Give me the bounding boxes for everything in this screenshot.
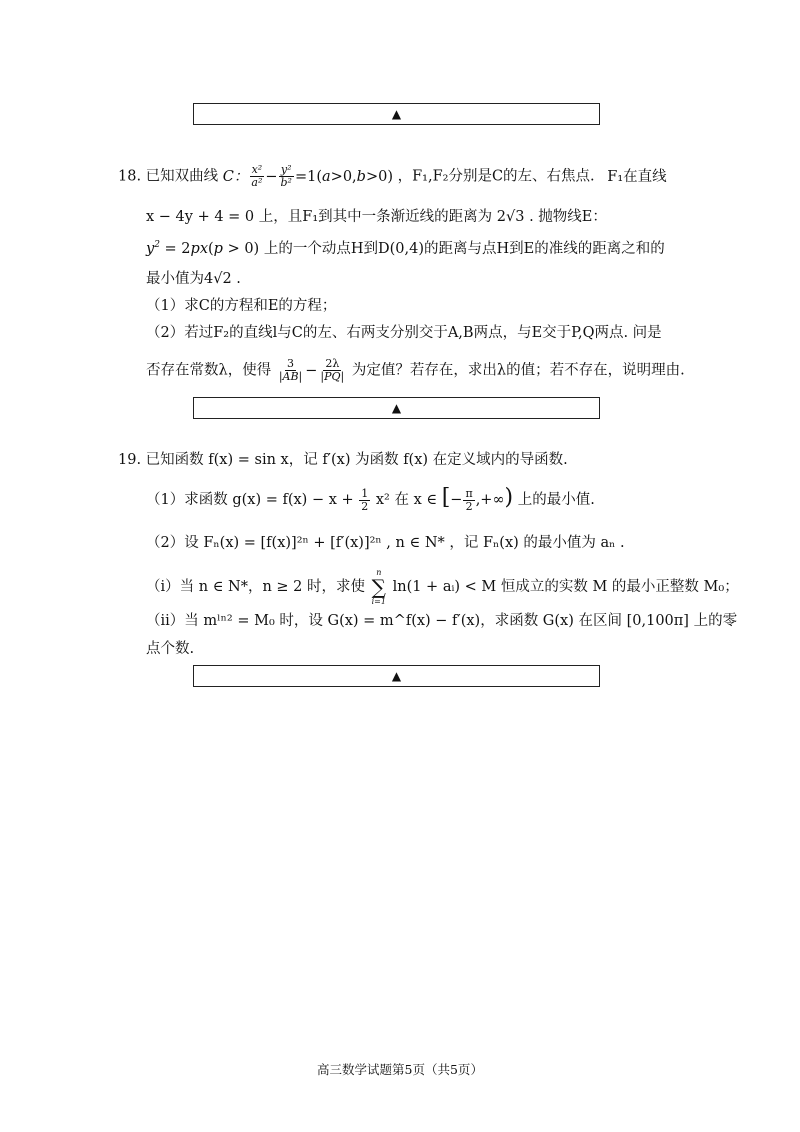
q19-part1-a: （1）求函数 g(x) = f(x) − x + [146, 492, 354, 508]
q18-ratio-expression: $\frac{3}{|AB|}$ − $\frac{2\lambda}{|PQ|}$ [278, 357, 345, 383]
q18-line2 [146, 206, 607, 228]
q18-line1 [118, 164, 667, 189]
q18-line4 [146, 268, 241, 290]
page-footer: 高三数学试题第5页（共5页） [317, 1062, 483, 1077]
q18-line3-text: 上的一个动点H到D(0,4)的距离与点H到E的准线的距离之和的 [263, 241, 665, 257]
q18-given-tail: ，F₁,F₂分别是C的左、右焦点. [397, 168, 595, 185]
q19-half-fraction: $\frac{1}{2}$ [361, 486, 369, 513]
summation-symbol: n ∑ i=1 [371, 568, 386, 606]
q19-sub-i [146, 568, 739, 606]
answer-box-18[interactable] [193, 397, 600, 419]
q19-sub-i-a: （ⅰ）当 n ∈ N*，n ≥ 2 时，求使 [146, 579, 366, 595]
q19-part1-c: 上的最小值. [517, 492, 595, 508]
q19-sub-ii-a: （ⅱ）当 mˡⁿ² = M₀ 时，设 G(x) = m^f(x) − f′(x)，求函数 G(x) 在区间 [0,100π] 上的零 [146, 613, 738, 629]
q18-intro: 已知双曲线 [145, 168, 219, 185]
answer-marker-icon: ▲ [391, 401, 402, 415]
q19-part1 [146, 487, 595, 513]
q19-part1-b: x² 在 x ∈ [375, 492, 438, 508]
q19-sub-ii [146, 610, 737, 632]
q18-line2-b: . 抛物线E： [529, 209, 607, 225]
q18-part2-c: 为定值？若存在，求出λ的值；若不存在，说明理由. [351, 362, 685, 379]
q18-dist-value: 2√3 [496, 209, 525, 225]
q18-line3 [146, 238, 665, 260]
q19-sub-ii-b: 点个数. [146, 641, 195, 657]
q18-part2-line1 [146, 322, 662, 344]
q19-part2-text: （2）设 Fₙ(x) = [f(x)]²ⁿ + [f′(x)]²ⁿ , n ∈ N* ，记 Fₙ(x) 的最小值为 aₙ . [146, 535, 625, 551]
q18-f1-on-line: F₁在直线 [607, 168, 667, 185]
q19-interval: [− $\frac{\pi}{2}$ ,+∞) [441, 485, 514, 513]
answer-box-17[interactable] [193, 103, 600, 125]
answer-marker-icon: ▲ [391, 107, 402, 121]
q18-part2-a: （2）若过F₂的直线l与C的左、右两支分别交于A,B两点，与E交于P,Q两点. 问是 [146, 325, 662, 341]
q19-number: 19. [118, 452, 142, 468]
q18-part2-line2 [146, 358, 685, 383]
q18-part1 [146, 295, 336, 317]
q18-line4-text: 最小值为4√2 . [146, 271, 241, 287]
answer-marker-icon: ▲ [391, 669, 402, 683]
q19-line1-text: 已知函数 f(x) = sin x，记 f′(x) 为函数 f(x) 在定义域内的导函数. [145, 452, 568, 468]
q18-line2-a: x − 4y + 4 = 0 上，且F₁到其中一条渐近线的距离为 [146, 209, 493, 225]
q18-number: 18. [118, 168, 142, 185]
q19-line1 [118, 449, 568, 471]
q18-parabola-eq: $y^2 = 2px(p > 0)$ [146, 240, 260, 257]
answer-box-19[interactable] [193, 665, 600, 687]
q19-sub-i-b: ln(1 + aᵢ) < M 恒成立的实数 M 的最小正整数 M₀； [392, 579, 739, 595]
q18-part2-b: 否存在常数λ，使得 [146, 362, 272, 379]
q18-hyperbola-eq: C： $\frac{\text{x²}}{\text{a²}}$ − $\frac{\text{y²}}{\text{b²}}$ =1(a>0,b>0) [222, 163, 393, 189]
q18-part1-text: （1）求C的方程和E的方程； [146, 298, 337, 314]
q19-sub-ii-end [146, 638, 194, 660]
q19-part2 [146, 532, 625, 554]
